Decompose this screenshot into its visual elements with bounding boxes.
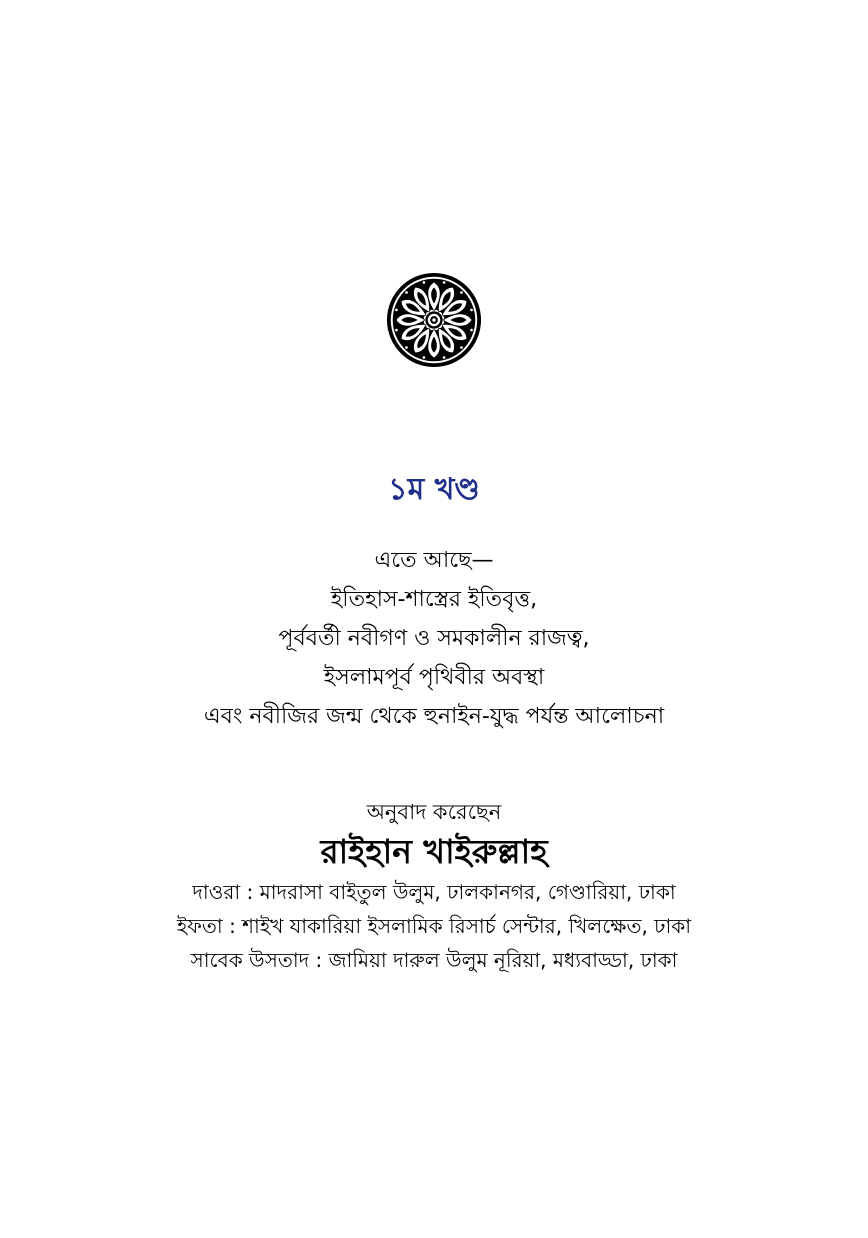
rosette-ornament-icon bbox=[386, 272, 482, 368]
translator-block bbox=[0, 797, 868, 977]
contents-line: পূর্ববর্তী নবীগণ ও সমকালীন রাজত্ব, bbox=[278, 626, 590, 651]
translator-credential: ইফতা : শাইখ যাকারিয়া ইসলামিক রিসার্চ সেন্টার, খিলক্ষেত, ঢাকা bbox=[176, 914, 692, 938]
contents-line: ইসলামপূর্ব পৃথিবীর অবস্থা bbox=[323, 665, 545, 690]
translator-credential: সাবেক উসতাদ : জামিয়া দারুল উলুম নূরিয়া, মধ্যবাড্ডা, ঢাকা bbox=[190, 948, 678, 972]
contents-summary bbox=[0, 541, 868, 736]
contents-line: ইতিহাস-শাস্ত্রের ইতিবৃত্ত, bbox=[330, 587, 538, 612]
contents-intro: এতে আছে— bbox=[374, 548, 494, 573]
volume-title: ১ম খণ্ড bbox=[388, 472, 480, 507]
translator-credential: দাওরা : মাদরাসা বাইতুল উলুম, ঢালকানগর, গেণ্ডারিয়া, ঢাকা bbox=[192, 880, 676, 904]
translator-label: অনুবাদ করেছেন bbox=[366, 800, 502, 824]
translator-name: রাইহান খাইরুল্লাহ bbox=[320, 832, 548, 871]
contents-line: এবং নবীজির জন্ম থেকে হুনাইন-যুদ্ধ পর্যন্ত আলোচনা bbox=[203, 704, 665, 729]
